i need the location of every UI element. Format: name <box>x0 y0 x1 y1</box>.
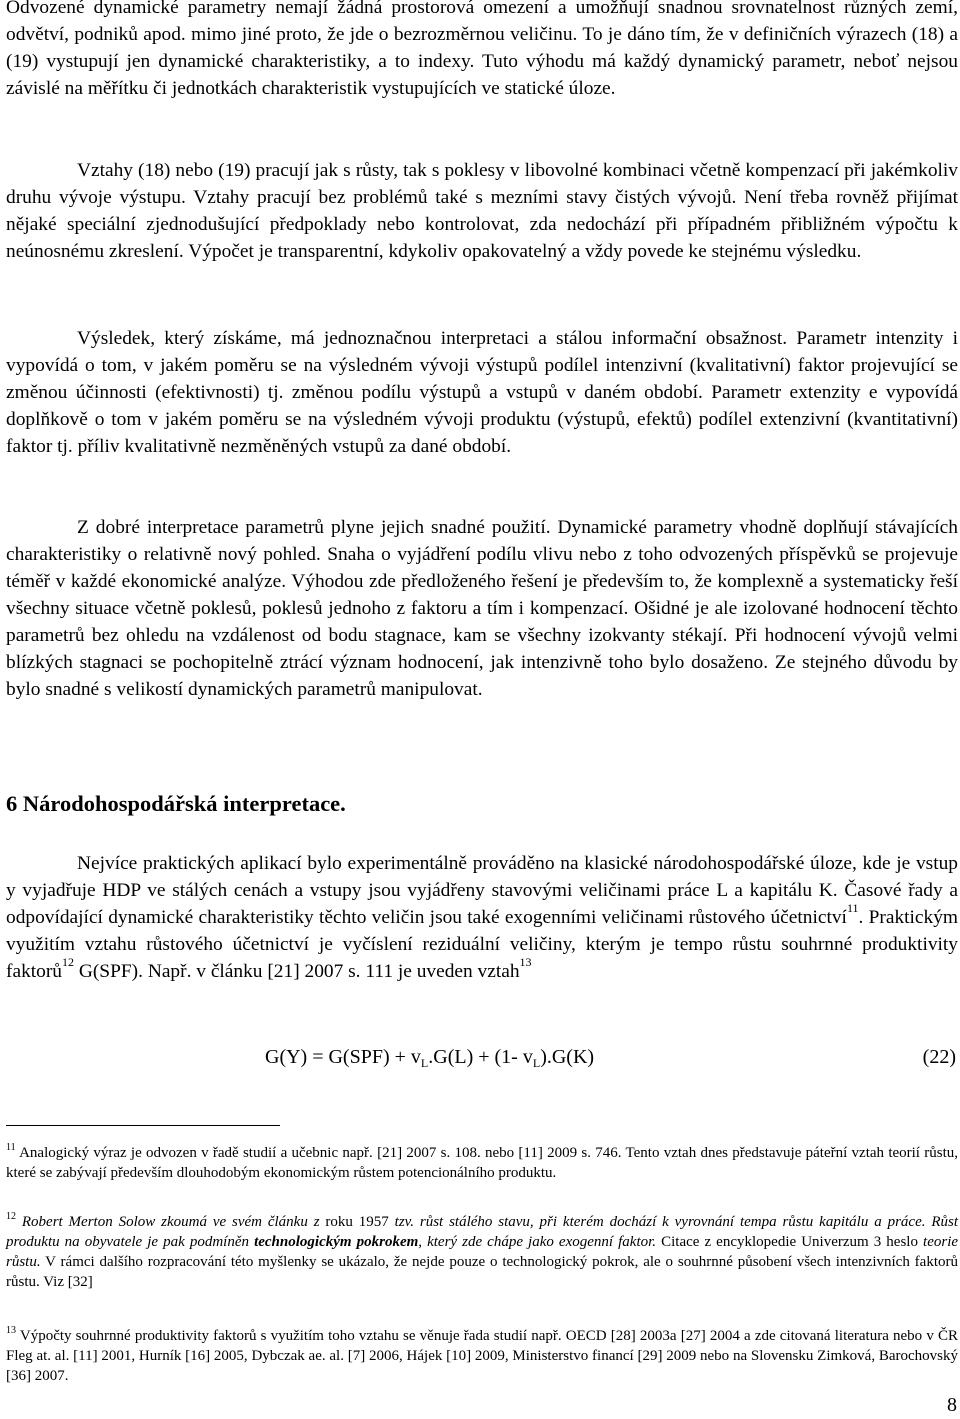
paragraph-good-interpretation: Z dobré interpretace parametrů plyne jejich snadné použití. Dynamické parametry vhodně doplňují stávajících charakteristiky o relativně nový pohled. Snaha o vyjádření podílu vlivu nebo z toho odvozených příspěvků se projevuje téměř v každé ekonomické analýze. Výhodou zde předloženého řešení je především to, že komplexně a systematicky řeší všechny situace včetně poklesů, poklesů jednoho z faktoru a tím i kompenzací. Ošidné je ale izolované hodnocení těchto parametrů bez ohledu na vzdálenost od bodu stagnace, kam se všechny izokvanty stékají. Při hodnocení vývojů velmi blízkých stagnaci se pochopitelně ztrácí význam hodnocení, jak intenzivně toho bylo dosaženo. Ze stejného důvodu by bylo snadné s velikostí dynamických parametrů manipulovat. <box>6 517 958 700</box>
footnote-12: $^{12}$ Robert Merton Solow zkoumá ve svém článku z roku 1957 tzv. růst stálého stavu, při kterém dochází k vyrovnání tempa růstu kapitálu a práce. Růst produktu na obyvatele je pak podmíněn technologickým pokrokem, který zde chápe jako exogenní faktor. Citace z encyklopedie Univerzum 3 heslo teorie růstu. V rámci dalšího rozpracování této myšlenky se ukázalo, že nejde pouze o technologický pokrok, ale o souhrnné působení všech intenzivních faktorů růstu. Viz [32] <box>6 1211 959 1290</box>
footnote-separator <box>6 1125 280 1126</box>
page-number: 8 <box>947 1394 957 1416</box>
paragraph-dynamic-parameters: Odvozené dynamické parametry nemají žádná prostorová omezení a umožňují snadnou srovnatelnost různých zemí, odvětví, podniků apod. mimo jiné proto, že jde o bezrozměrnou veličinu. To je dáno tím, že v definičních výrazech (18) a (19) vystupují jen dynamické charakteristiky, a to indexy. Tuto výhodu má každý dynamický parametr, neboť nejsou závislé na měřítku či jednotkách charakteristik vystupujících ve statické úloze. <box>6 0 958 99</box>
footnote-11: $^{11}$ Analogický výraz je odvozen v řadě studií a učebnic např. [21] 2007 s. 108. nebo [11] 2009 s. 746. Tento vztah dnes představuje páteřní vztah teorií růstu, které se zabývají především dlouhodobým ekonomickým růstem potencionálního produktu. <box>6 1142 958 1181</box>
footnote-ref-11[interactable]: 11 <box>846 901 859 915</box>
equation-number: (22) <box>922 1046 956 1068</box>
footnote-ref-13[interactable]: 13 <box>519 955 532 969</box>
section-heading: 6 Národohospodářská interpretace. <box>6 791 346 816</box>
footnote-ref-12[interactable]: 12 <box>62 955 74 969</box>
equation-22 <box>0 1043 958 1071</box>
equation-formula: $G(Y) = G(SPF) + v_L.G(L) + (1-$ $v_L).G(K)$ <box>265 1046 595 1070</box>
paragraph-national-economy: Nejvíce praktických aplikací bylo experimentálně prováděno na klasické národohospodářské úloze, kde je vstup y vyjadřuje HDP ve stálých cenách a vstupy jsou vyjádřeny stavovými veličinami práce L a kapitálu K. Časové řady a odpovídající dynamické charakteristiky těchto veličin jsou také exogenními veličinami růstového účetnictví$^{11}$. Praktickým využitím vztahu růstového účetnictví je vyčíslení reziduální veličiny, kterým je tempo růstu souhrnné produktivity faktorů$^{12}$ G(SPF). Např. v článku [21] 2007 s. 111 je uveden vztah$^{13}$ <box>6 853 959 982</box>
footnote-13: $^{13}$ Výpočty souhrnné produktivity faktorů s využitím toho vztahu se věnuje řada studií např. OECD [28] 2003a [27] 2004 a zde citovaná literatura nebo v ČR Fleg at. al. [11] 2001, Hurník [16] 2005, Dybczak ae. al. [7] 2006, Hájek [10] 2009, Ministerstvo financí [29] 2009 nebo na Slovensku Zimková, Barochovský [36] 2007. <box>6 1325 958 1384</box>
paragraph-relations: Vztahy (18) nebo (19) pracují jak s růsty, tak s poklesy v libovolné kombinaci včetně kompenzací při jakémkoliv druhu vývoje výstupu. Vztahy pracují bez problémů také s mezními stavy čistých vývojů. Není třeba rovněž přijímat nějaké speciální zjednodušující předpoklady nebo kontrolovat, zda nedochází při případném přibližném výpočtu k neúnosnému zkreslení. Výpočet je transparentní, kdykoliv opakovatelný a vždy povede ke stejnému výsledku. <box>6 160 958 262</box>
paragraph-result-interpretation: Výsledek, který získáme, má jednoznačnou interpretaci a stálou informační obsažnost. Parametr intenzity i vypovídá o tom, v jakém poměru se na výsledném vývoji výstupů podílel intenzivní (kvalitativní) faktor projevující se změnou účinnosti (efektivnosti) tj. změnou podílu výstupů a vstupů v daném období. Parametr extenzity e vypovídá doplňkově o tom v jakém poměru se na výsledném vývoji produktu (výstupů, efektů) podílel extenzivní (kvantitativní) faktor tj. příliv kvalitativně nezměněných vstupů za dané období. <box>6 328 958 457</box>
